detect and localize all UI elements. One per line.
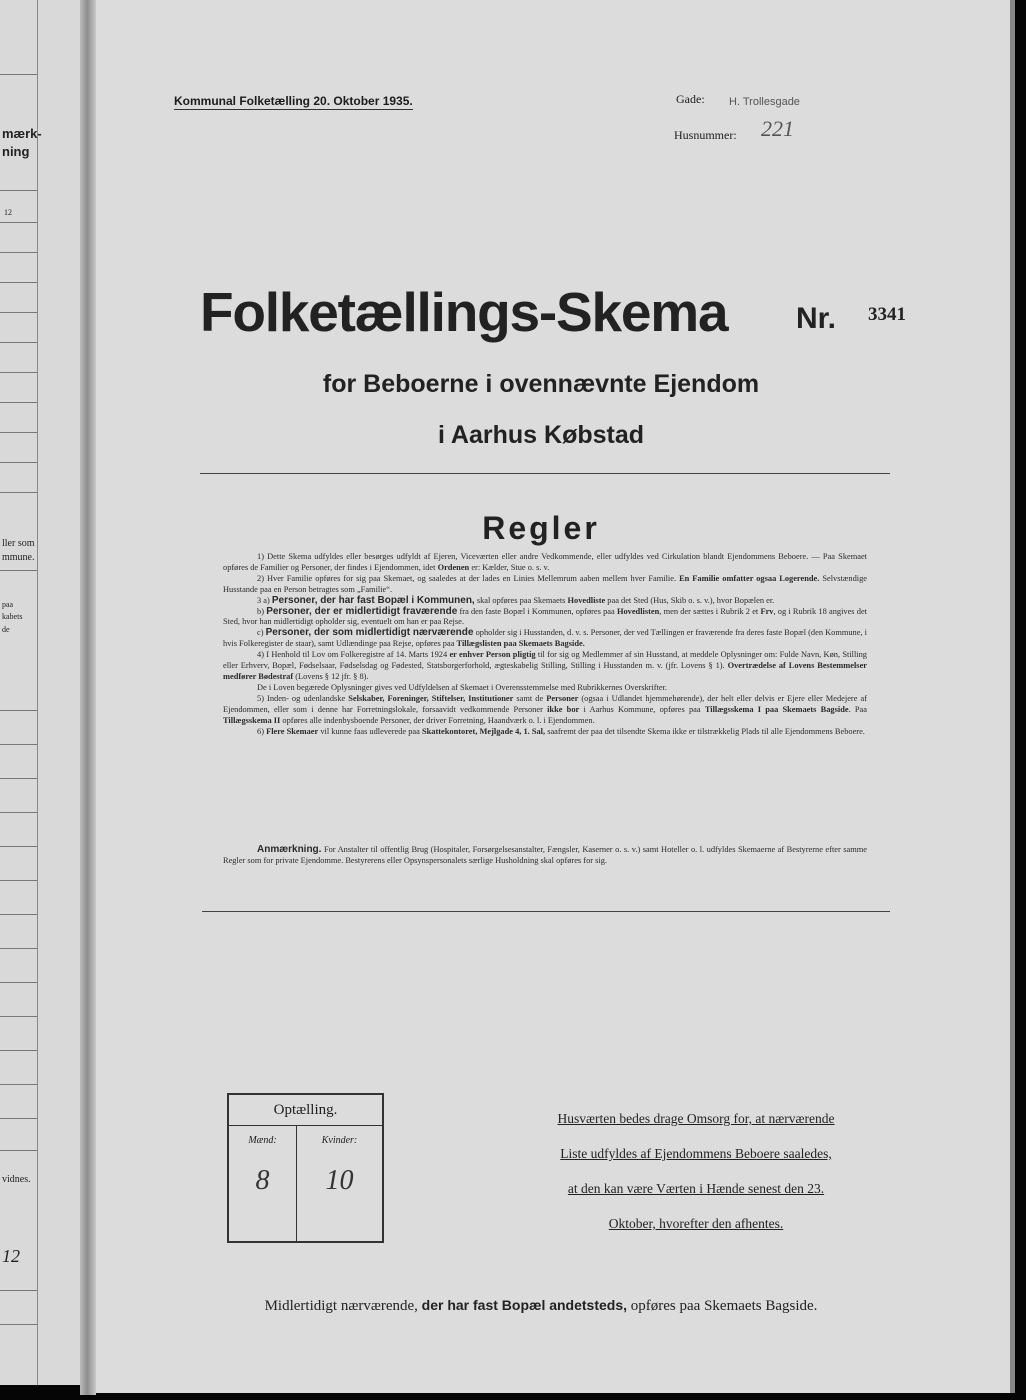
- left-fragment: ning: [2, 144, 30, 159]
- row-rule: [0, 492, 37, 493]
- left-fragment: mmune.: [2, 552, 35, 563]
- rule-6: 6) Flere Skemaer vil kunne faas udleverede paa Skattekontoret, Mejlgade 4, 1. Sal, saafremt der paa det tilsendte Skema ikke er tilstrækkelig Plads til alle Ejendommens Beboere.: [257, 726, 865, 736]
- row-rule: [0, 1150, 37, 1151]
- left-handwritten-number: 12: [2, 1246, 20, 1266]
- annotation-label: Anmærkning.: [257, 844, 322, 855]
- form-number-label: Nr.: [796, 302, 837, 335]
- husnummer-value: 221: [761, 116, 794, 141]
- husnummer-label: Husnummer:: [674, 128, 737, 142]
- page-edge: [1010, 0, 1015, 1393]
- rule-2: 2) Hver Familie opføres for sig paa Skemaet, og saaledes at der lades en Linies Mellemrum aaben mellem hver Familie. En Familie omfatter ogsaa Logerende. Selvstændige Husstande paa en Person betragtes som „Familie“.: [223, 573, 867, 594]
- row-rule: [0, 312, 37, 313]
- rule-3a: 3 a) Personer, der har fast Bopæl i Kommunen, skal opføres paa Skemaets Hovedliste paa det Sted (Hus, Skib o. s. v.), hvor Bopælen er.: [257, 594, 775, 606]
- rules-text: [223, 552, 867, 737]
- row-rule: [0, 190, 37, 191]
- gade-label: Gade:: [676, 92, 705, 106]
- row-rule: [0, 222, 37, 223]
- row-rule: [0, 342, 37, 343]
- form-title: Folketællings-Skema: [200, 281, 728, 343]
- rule-3b: b) Personer, der er midlertidigt fraværende fra den faste Bopæl i Kommunen, opføres paa Hovedlisten, men der sættes i Rubrik 2 et Frv, og i Rubrik 18 angives det Sted, hvor han midlertidigt opholder sig, eventuelt om han er paa Rejse.: [223, 605, 868, 627]
- gade-value: H. Trollesgade: [729, 96, 800, 108]
- row-rule: [0, 982, 37, 983]
- count-box-divider: [229, 1125, 382, 1126]
- left-fragment: vidnes.: [2, 1174, 31, 1185]
- count-box: [227, 1093, 384, 1243]
- women-label: Kvinder:: [321, 1135, 358, 1146]
- row-rule: [0, 402, 37, 403]
- divider-line: [202, 911, 890, 912]
- row-rule: [0, 570, 37, 571]
- row-rule: [0, 372, 37, 373]
- row-rule: [0, 1084, 37, 1085]
- row-rule: [0, 778, 37, 779]
- rule-5: 5) Inden- og udenlandske Selskaber, Foreninger, Stiftelser, Institutioner samt de Personer (ogsaa i Udlandet hjemmehørende), der helt eller delvis er Ejere eller Medejere af Ejendommen, eller som i denne har Forretningslokale, forsaavidt vedkommende Personer ikke bor i Aarhus Kommune, opføres paa Tillægsskema I paa Skemaets Bagside. Paa Tillægsskema II opføres alle indenbysboende Personer, der driver Forretning, Haandværk o. l. i Ejendommen.: [223, 693, 867, 725]
- census-form-page: [96, 0, 1010, 1393]
- row-rule: [0, 812, 37, 813]
- row-rule: [0, 846, 37, 847]
- women-count: 10: [325, 1165, 354, 1196]
- men-count: 8: [255, 1165, 270, 1196]
- count-box-title: Optælling.: [273, 1102, 338, 1118]
- left-fragment: ller som: [2, 538, 35, 549]
- row-rule: [0, 1016, 37, 1017]
- row-rule: [0, 282, 37, 283]
- row-rule: [0, 432, 37, 433]
- row-rule: [0, 462, 37, 463]
- left-fragment: mærk-: [2, 126, 42, 141]
- book-gutter: [80, 0, 96, 1395]
- notice-line: at den kan være Værten i Hænde senest den 23.: [567, 1181, 825, 1196]
- left-fragment: 12: [4, 208, 12, 217]
- annotation-note: [223, 844, 867, 866]
- notice-line: Husværten bedes drage Omsorg for, at nærværende: [557, 1111, 835, 1126]
- form-subtitle-city: i Aarhus Købstad: [437, 421, 645, 449]
- rule-3c: c) Personer, der som midlertidigt nærværende opholder sig i Husstanden, d. v. s. Personer, der ved Tællingen er fraværende fra deres faste Bopæl (den Kommune, i hvis Folkeregister de staar), samt Udlændinge paa Rejse, opføres paa Tillægslisten paa Skemaets Bagside.: [223, 627, 867, 649]
- row-rule: [0, 74, 37, 75]
- annotation-text: For Anstalter til offentlig Brug (Hospitaler, Forsørgelsesanstalter, Fængsler, Kaserner o. s. v.) samt Hoteller o. l. udfyldes Skemaerne af Bestyrerne efter samme Regler som for private Ejendomme. Bestyrerens eller Opsynspersonalets særlige Husholdning skal opføres for sig.: [223, 845, 867, 865]
- divider-line: [200, 473, 890, 474]
- rule-4-note: De i Loven begærede Oplysninger gives ved Udfyldelsen af Skemaet i Overensstemmelse med Rubrikkernes Overskrifter.: [257, 682, 668, 692]
- men-label: Mænd:: [248, 1135, 277, 1146]
- left-fragment: kabets: [2, 612, 23, 621]
- left-fragment: de: [2, 625, 10, 634]
- left-fragment: paa: [2, 600, 14, 609]
- landlord-notice: [516, 1101, 876, 1241]
- form-subtitle: for Beboerne i ovennævnte Ejendom: [322, 370, 760, 398]
- row-rule: [0, 1050, 37, 1051]
- adjacent-page-strip: [0, 0, 80, 1385]
- rules-heading: Regler: [482, 510, 600, 546]
- row-rule: [0, 914, 37, 915]
- rule-1: 1) Dette Skema udfyldes eller besørges udfyldt af Ejeren, Viceværten eller andre Vedkommende, eller udfyldes ved Cirkulation blandt Ejendommens Beboere. — Paa Skemaet opføres de Familier og Personer, der findes i Ejendommen, idet Ordenen er: Kælder, Stue o. s. v.: [223, 552, 867, 572]
- row-rule: [0, 744, 37, 745]
- row-rule: [0, 252, 37, 253]
- row-rule: [0, 1118, 37, 1119]
- form-number-value: 3341: [868, 304, 906, 325]
- row-rule: [0, 1324, 37, 1325]
- rule-4: 4) I Henhold til Lov om Folkeregistre af 14. Marts 1924 er enhver Person pligtig til for sig og Medlemmer af sin Husstand, at meddele Oplysninger om: Fulde Navn, Køn, Stilling eller Erhverv, Bopæl, Fødselsaar, Fødselsdag og Fødested, Statsborgerforhold, ægteskabelig Stilling, Stilling i Husstanden m. v. (jfr. Lovens § 1). Overtrædelse af Lovens Bestemmelser medfører Bødestraf (Lovens § 12 jfr. § 8).: [223, 650, 867, 681]
- row-rule: [0, 1290, 37, 1291]
- footer-note: Midlertidigt nærværende, der har fast Bopæl andetsteds, opføres paa Skemaets Bagside.: [264, 1297, 818, 1314]
- notice-line: Liste udfyldes af Ejendommens Beboere saaledes,: [560, 1146, 832, 1161]
- census-header: Kommunal Folketælling 20. Oktober 1935.: [174, 94, 413, 108]
- column-line: [37, 0, 38, 1385]
- row-rule: [0, 948, 37, 949]
- row-rule: [0, 710, 37, 711]
- row-rule: [0, 880, 37, 881]
- notice-line: Oktober, hvorefter den afhentes.: [608, 1216, 784, 1231]
